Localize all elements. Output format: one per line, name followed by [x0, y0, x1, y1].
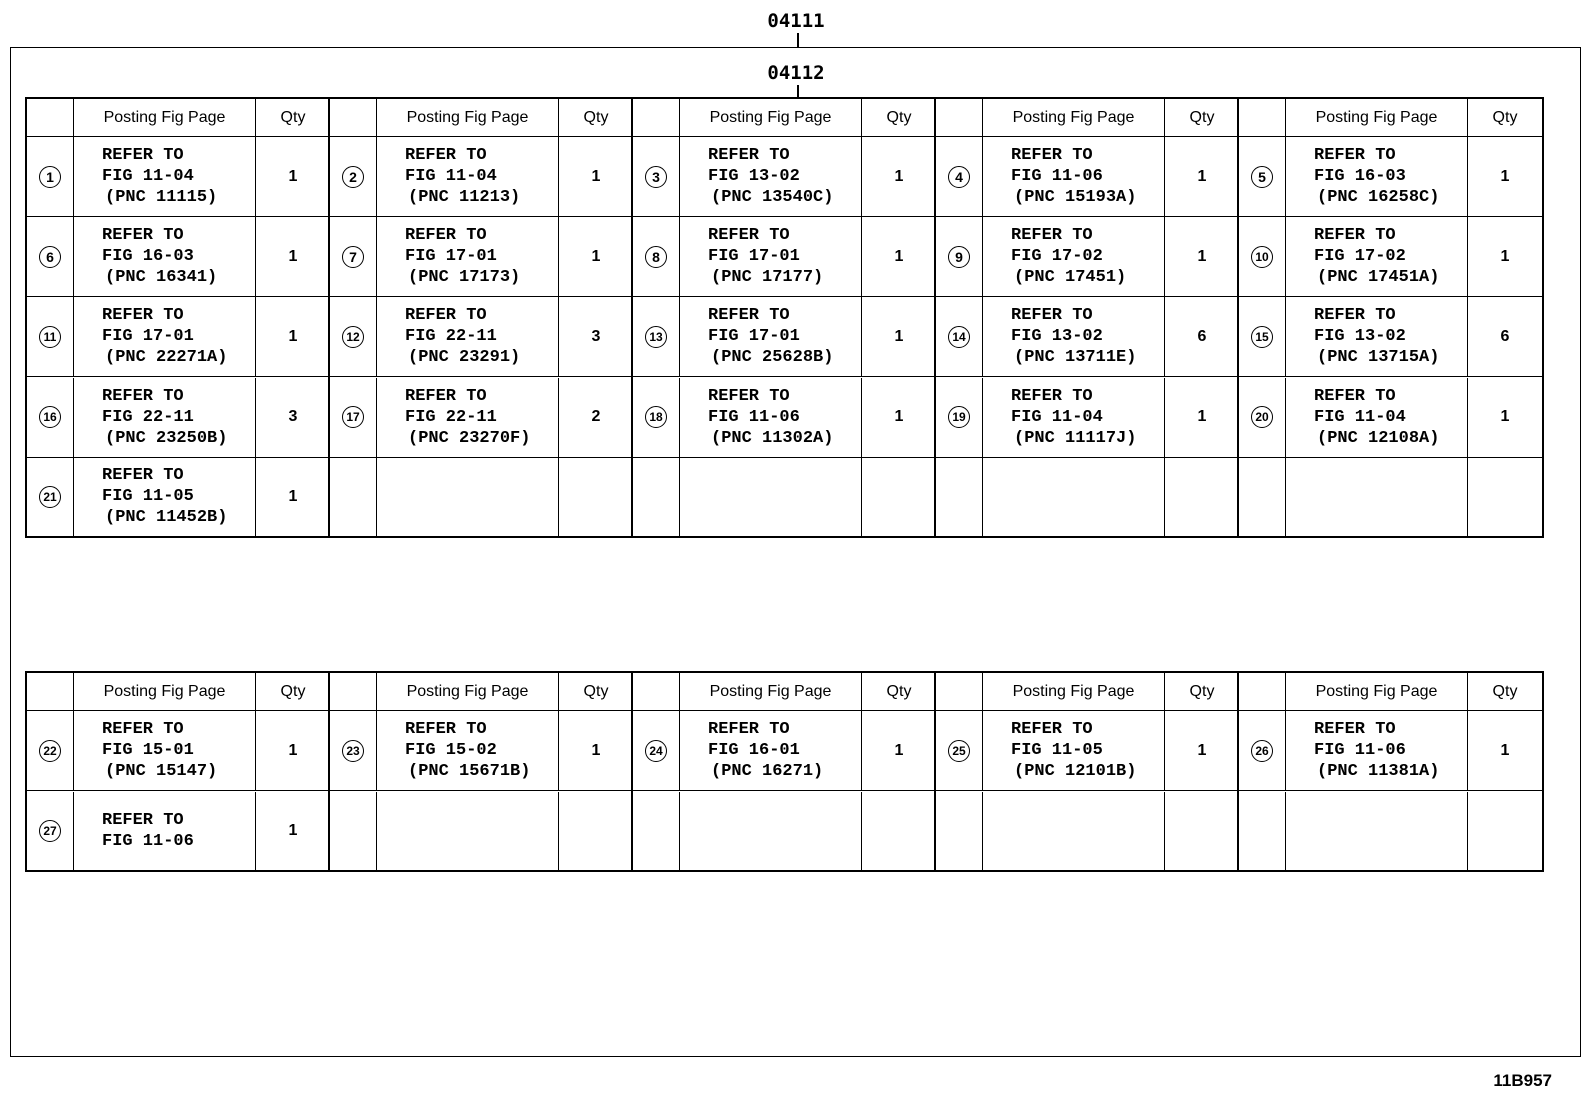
index-cell: [27, 711, 74, 791]
header-index-cell: [936, 97, 983, 137]
reference-table-2: [25, 671, 1567, 872]
header-qty: Qty: [1468, 97, 1542, 137]
index-cell: [936, 217, 983, 297]
callout-number: 1: [39, 166, 61, 188]
header-qty: Qty: [256, 97, 330, 137]
reference-line: (PNC 11115): [105, 188, 218, 208]
reference-line: REFER TO: [708, 306, 790, 326]
reference-cell: [983, 217, 1165, 297]
index-cell: [27, 217, 74, 297]
header-qty: Qty: [1165, 671, 1239, 711]
reference-cell: [1286, 137, 1468, 217]
reference-line: FIG 11-04: [1011, 407, 1103, 427]
reference-line: FIG 11-05: [102, 487, 194, 507]
reference-cell: [983, 378, 1165, 458]
index-cell: [633, 137, 680, 217]
reference-line: REFER TO: [1314, 720, 1396, 740]
header-qty: Qty: [256, 671, 330, 711]
reference-line: FIG 22-11: [102, 407, 194, 427]
callout-number: 20: [1251, 406, 1273, 428]
reference-cell: [1286, 297, 1468, 377]
header-posting-fig-page: Posting Fig Page: [983, 671, 1165, 711]
figure-code: 11B957: [1493, 1071, 1552, 1090]
index-cell: [1239, 137, 1286, 217]
reference-line: REFER TO: [102, 466, 184, 486]
reference-line: FIG 11-04: [102, 167, 194, 187]
header-index-cell: [633, 97, 680, 137]
reference-line: (PNC 13540C): [711, 188, 834, 208]
header-posting-fig-page: Posting Fig Page: [1286, 671, 1468, 711]
callout-number: 26: [1251, 740, 1273, 762]
reference-line: REFER TO: [1011, 306, 1093, 326]
reference-line: REFER TO: [405, 226, 487, 246]
reference-line: FIG 11-06: [708, 407, 800, 427]
index-cell: [27, 792, 74, 872]
reference-cell: [1286, 711, 1468, 791]
reference-cell: [377, 458, 559, 538]
qty-cell: 1: [862, 378, 936, 458]
callout-number: 7: [342, 246, 364, 268]
reference-cell: [1286, 217, 1468, 297]
reference-cell: [74, 711, 256, 791]
table-section-4: [934, 97, 1239, 538]
table-section-2: [328, 97, 633, 538]
callout-number: 24: [645, 740, 667, 762]
callout-number: 19: [948, 406, 970, 428]
reference-line: FIG 17-01: [102, 327, 194, 347]
reference-cell: [377, 297, 559, 377]
reference-cell: [680, 458, 862, 538]
header-index-cell: [330, 671, 377, 711]
reference-cell: [983, 458, 1165, 538]
header-qty: Qty: [862, 97, 936, 137]
reference-line: REFER TO: [102, 720, 184, 740]
table-section-4: [934, 671, 1239, 872]
reference-line: (PNC 17177): [711, 268, 824, 288]
reference-line: FIG 13-02: [708, 167, 800, 187]
reference-line: REFER TO: [1011, 720, 1093, 740]
qty-cell: 1: [256, 217, 330, 297]
callout-number: 23: [342, 740, 364, 762]
qty-cell: 1: [1165, 378, 1239, 458]
index-cell: [27, 297, 74, 377]
index-cell: [1239, 458, 1286, 538]
qty-cell: 1: [559, 137, 633, 217]
callout-number: 15: [1251, 326, 1273, 348]
header-posting-fig-page: Posting Fig Page: [1286, 97, 1468, 137]
callout-number: 2: [342, 166, 364, 188]
table-section-5: [1237, 97, 1544, 538]
table-section-3: [631, 671, 936, 872]
qty-cell: [559, 458, 633, 538]
index-cell: [633, 458, 680, 538]
header-posting-fig-page: Posting Fig Page: [983, 97, 1165, 137]
callout-number: 14: [948, 326, 970, 348]
index-cell: [633, 297, 680, 377]
index-cell: [633, 792, 680, 872]
reference-line: FIG 16-03: [102, 247, 194, 267]
reference-cell: [680, 217, 862, 297]
qty-cell: 1: [862, 711, 936, 791]
index-cell: [330, 137, 377, 217]
header-posting-fig-page: Posting Fig Page: [377, 97, 559, 137]
reference-line: (PNC 12101B): [1014, 762, 1137, 782]
reference-line: (PNC 15671B): [408, 762, 531, 782]
qty-cell: 6: [1468, 297, 1542, 377]
index-cell: [330, 297, 377, 377]
reference-line: FIG 11-06: [102, 831, 194, 851]
callout-number: 27: [39, 820, 61, 842]
reference-line: FIG 22-11: [405, 327, 497, 347]
qty-cell: 1: [256, 458, 330, 538]
reference-line: (PNC 23250B): [105, 428, 228, 448]
callout-number: 5: [1251, 166, 1273, 188]
index-cell: [1239, 217, 1286, 297]
qty-cell: [862, 458, 936, 538]
reference-line: (PNC 25628B): [711, 348, 834, 368]
reference-line: REFER TO: [102, 306, 184, 326]
index-cell: [936, 297, 983, 377]
qty-cell: [862, 792, 936, 872]
qty-cell: 1: [1468, 137, 1542, 217]
qty-cell: 1: [1468, 217, 1542, 297]
index-cell: [1239, 711, 1286, 791]
reference-line: (PNC 23291): [408, 348, 521, 368]
callout-number: 11: [39, 326, 61, 348]
reference-cell: [377, 792, 559, 872]
header-posting-fig-page: Posting Fig Page: [377, 671, 559, 711]
reference-line: REFER TO: [405, 306, 487, 326]
qty-cell: 1: [1468, 711, 1542, 791]
qty-cell: 1: [1468, 378, 1542, 458]
qty-cell: 3: [559, 297, 633, 377]
qty-cell: [559, 792, 633, 872]
qty-cell: 1: [1165, 137, 1239, 217]
index-cell: [330, 711, 377, 791]
reference-line: REFER TO: [1314, 146, 1396, 166]
reference-line: (PNC 11381A): [1317, 762, 1440, 782]
callout-number: 21: [39, 486, 61, 508]
index-cell: [633, 711, 680, 791]
header-index-cell: [330, 97, 377, 137]
reference-line: FIG 11-06: [1314, 741, 1406, 761]
reference-line: FIG 17-02: [1314, 247, 1406, 267]
qty-cell: 3: [256, 378, 330, 458]
qty-cell: 2: [559, 378, 633, 458]
reference-cell: [377, 711, 559, 791]
reference-cell: [74, 378, 256, 458]
callout-number: 12: [342, 326, 364, 348]
header-index-cell: [936, 671, 983, 711]
callout-number: 25: [948, 740, 970, 762]
index-cell: [936, 458, 983, 538]
callout-number: 13: [645, 326, 667, 348]
reference-line: REFER TO: [102, 146, 184, 166]
index-cell: [27, 378, 74, 458]
reference-cell: [680, 137, 862, 217]
index-cell: [936, 378, 983, 458]
table-section-3: [631, 97, 936, 538]
index-cell: [27, 137, 74, 217]
header-qty: Qty: [559, 671, 633, 711]
index-cell: [1239, 792, 1286, 872]
reference-line: REFER TO: [102, 226, 184, 246]
reference-line: FIG 11-04: [405, 167, 497, 187]
reference-line: FIG 17-01: [405, 247, 497, 267]
qty-cell: 1: [862, 137, 936, 217]
reference-line: REFER TO: [708, 720, 790, 740]
reference-cell: [74, 458, 256, 538]
index-cell: [633, 378, 680, 458]
qty-cell: 1: [862, 217, 936, 297]
header-posting-fig-page: Posting Fig Page: [680, 97, 862, 137]
index-cell: [27, 458, 74, 538]
qty-cell: 1: [256, 792, 330, 872]
header-qty: Qty: [862, 671, 936, 711]
reference-cell: [74, 217, 256, 297]
qty-cell: [1468, 792, 1542, 872]
callout-number: 4: [948, 166, 970, 188]
index-cell: [330, 378, 377, 458]
reference-line: FIG 15-01: [102, 741, 194, 761]
qty-cell: 1: [559, 711, 633, 791]
reference-line: (PNC 13715A): [1317, 348, 1440, 368]
header-posting-fig-page: Posting Fig Page: [74, 97, 256, 137]
reference-line: (PNC 11117J): [1014, 428, 1137, 448]
reference-line: (PNC 12108A): [1317, 428, 1440, 448]
reference-line: REFER TO: [102, 810, 184, 830]
reference-cell: [377, 217, 559, 297]
header-index-cell: [27, 671, 74, 711]
reference-line: FIG 17-01: [708, 247, 800, 267]
reference-line: FIG 11-05: [1011, 741, 1103, 761]
callout-number: 17: [342, 406, 364, 428]
reference-line: (PNC 13711E): [1014, 348, 1137, 368]
reference-line: (PNC 16341): [105, 268, 218, 288]
table-section-1: [25, 97, 330, 538]
header-qty: Qty: [1165, 97, 1239, 137]
reference-cell: [1286, 378, 1468, 458]
callout-number: 22: [39, 740, 61, 762]
reference-cell: [74, 297, 256, 377]
reference-line: (PNC 17173): [408, 268, 521, 288]
reference-line: FIG 11-06: [1011, 167, 1103, 187]
reference-cell: [74, 137, 256, 217]
reference-cell: [680, 711, 862, 791]
qty-cell: 1: [862, 297, 936, 377]
reference-line: REFER TO: [1011, 386, 1093, 406]
reference-cell: [1286, 458, 1468, 538]
reference-line: FIG 13-02: [1314, 327, 1406, 347]
qty-cell: [1468, 458, 1542, 538]
reference-line: REFER TO: [1314, 386, 1396, 406]
reference-line: (PNC 15193A): [1014, 188, 1137, 208]
reference-line: (PNC 11213): [408, 188, 521, 208]
reference-cell: [983, 792, 1165, 872]
reference-table-1: [25, 97, 1567, 538]
header-qty: Qty: [1468, 671, 1542, 711]
reference-line: (PNC 23270F): [408, 428, 531, 448]
qty-cell: 1: [256, 137, 330, 217]
reference-line: FIG 22-11: [405, 407, 497, 427]
reference-cell: [377, 137, 559, 217]
reference-line: REFER TO: [1314, 306, 1396, 326]
qty-cell: [1165, 792, 1239, 872]
callout-number: 10: [1251, 246, 1273, 268]
reference-line: FIG 17-01: [708, 327, 800, 347]
reference-cell: [377, 378, 559, 458]
header-index-cell: [27, 97, 74, 137]
qty-cell: [1165, 458, 1239, 538]
top-assembly-label: 04111: [767, 10, 825, 32]
reference-line: (PNC 11452B): [105, 508, 228, 528]
header-posting-fig-page: Posting Fig Page: [680, 671, 862, 711]
reference-line: (PNC 16258C): [1317, 188, 1440, 208]
reference-line: FIG 13-02: [1011, 327, 1103, 347]
index-cell: [936, 711, 983, 791]
index-cell: [936, 137, 983, 217]
reference-line: REFER TO: [102, 386, 184, 406]
index-cell: [936, 792, 983, 872]
reference-line: REFER TO: [405, 386, 487, 406]
qty-cell: 1: [256, 297, 330, 377]
header-index-cell: [1239, 671, 1286, 711]
reference-cell: [1286, 792, 1468, 872]
reference-line: REFER TO: [708, 226, 790, 246]
callout-number: 9: [948, 246, 970, 268]
header-index-cell: [1239, 97, 1286, 137]
index-cell: [330, 792, 377, 872]
reference-line: (PNC 15147): [105, 762, 218, 782]
reference-line: (PNC 11302A): [711, 428, 834, 448]
reference-line: REFER TO: [1011, 226, 1093, 246]
qty-cell: 6: [1165, 297, 1239, 377]
index-cell: [330, 217, 377, 297]
header-qty: Qty: [559, 97, 633, 137]
reference-line: FIG 16-01: [708, 741, 800, 761]
callout-number: 16: [39, 406, 61, 428]
reference-line: REFER TO: [708, 386, 790, 406]
reference-cell: [983, 711, 1165, 791]
reference-line: FIG 17-02: [1011, 247, 1103, 267]
reference-line: FIG 15-02: [405, 741, 497, 761]
reference-cell: [983, 297, 1165, 377]
header-posting-fig-page: Posting Fig Page: [74, 671, 256, 711]
table-section-1: [25, 671, 330, 872]
table-section-5: [1237, 671, 1544, 872]
reference-line: (PNC 22271A): [105, 348, 228, 368]
inner-assembly-label: 04112: [767, 62, 825, 84]
index-cell: [633, 217, 680, 297]
reference-line: REFER TO: [1314, 226, 1396, 246]
reference-line: REFER TO: [405, 146, 487, 166]
callout-number: 8: [645, 246, 667, 268]
reference-line: FIG 11-04: [1314, 407, 1406, 427]
table-section-2: [328, 671, 633, 872]
reference-line: REFER TO: [1011, 146, 1093, 166]
callout-number: 18: [645, 406, 667, 428]
callout-number: 6: [39, 246, 61, 268]
qty-cell: 1: [256, 711, 330, 791]
reference-line: (PNC 17451A): [1317, 268, 1440, 288]
reference-line: REFER TO: [405, 720, 487, 740]
qty-cell: 1: [559, 217, 633, 297]
reference-line: (PNC 17451): [1014, 268, 1127, 288]
reference-line: REFER TO: [708, 146, 790, 166]
reference-line: FIG 16-03: [1314, 167, 1406, 187]
index-cell: [1239, 378, 1286, 458]
reference-line: (PNC 16271): [711, 762, 824, 782]
index-cell: [1239, 297, 1286, 377]
qty-cell: 1: [1165, 711, 1239, 791]
reference-cell: [680, 378, 862, 458]
reference-cell: [983, 137, 1165, 217]
reference-cell: [680, 792, 862, 872]
callout-number: 3: [645, 166, 667, 188]
reference-cell: [680, 297, 862, 377]
reference-cell: [74, 792, 256, 872]
top-leader-line: [797, 33, 799, 47]
index-cell: [330, 458, 377, 538]
qty-cell: 1: [1165, 217, 1239, 297]
header-index-cell: [633, 671, 680, 711]
